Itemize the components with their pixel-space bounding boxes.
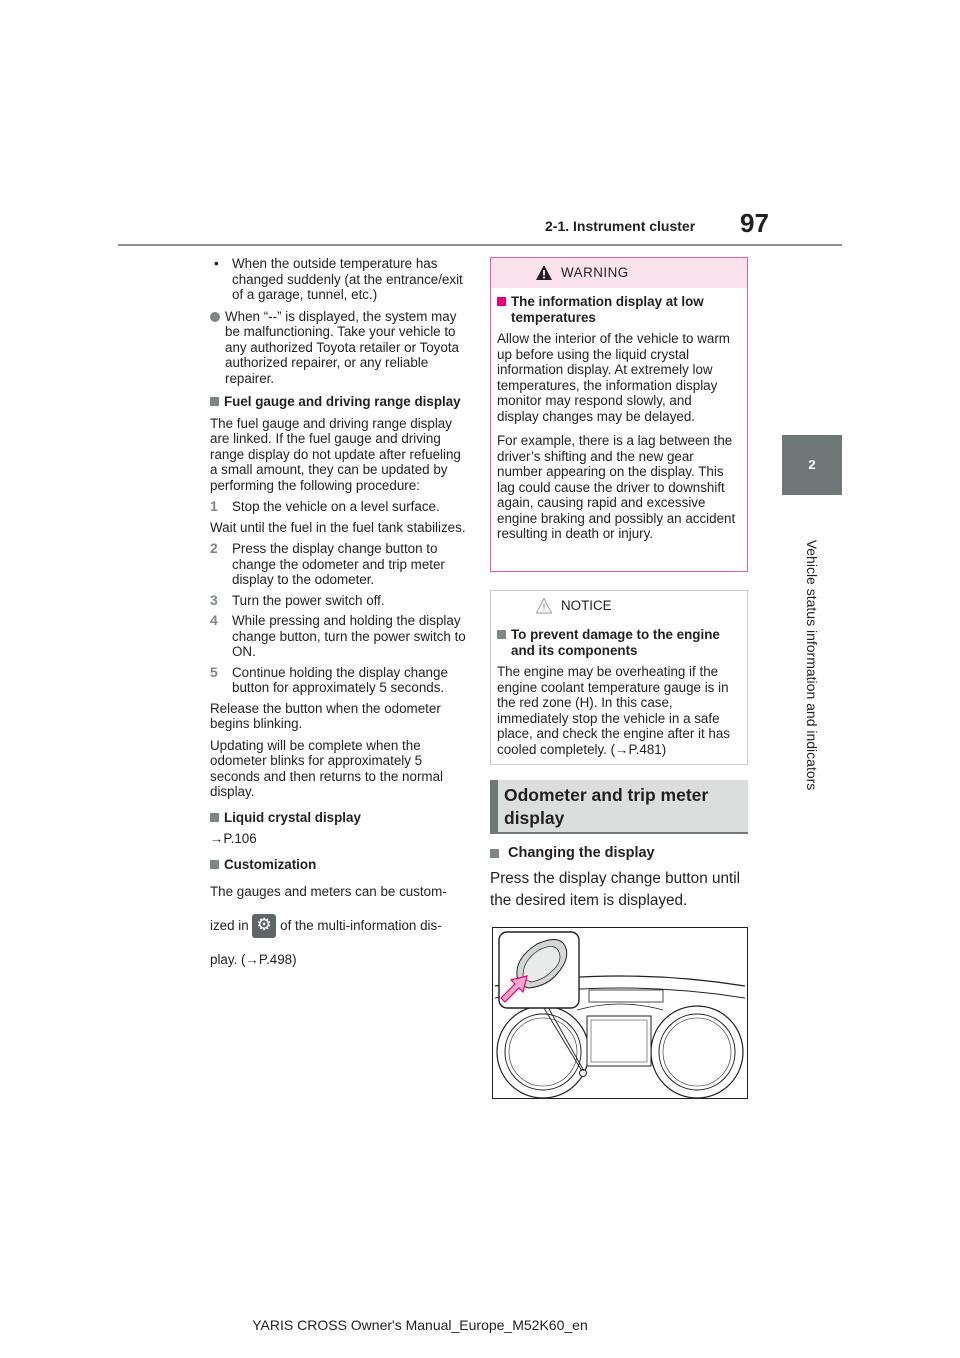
notice-heading: To prevent damage to the engine and its components: [497, 627, 737, 658]
page-number: 97: [740, 208, 769, 238]
chapter-title: Vehicle status information and indicators: [804, 539, 820, 791]
instrument-cluster-illustration: [492, 927, 748, 1099]
section-heading-bar: [490, 780, 498, 832]
step-item: 2 Press the display change button to change the odometer and trip meter display to the odometer.: [210, 540, 445, 587]
fuel-gauge-heading: Fuel gauge and driving range display: [210, 394, 468, 410]
updating-text: Updating will be complete when the odometer blinks for approximately 5 seconds and then returns to the normal display.: [210, 737, 443, 799]
circle-bullet-icon: [210, 312, 220, 322]
release-text: Release the button when the odometer begins blinking.: [210, 700, 441, 731]
circle-item: When “--” is displayed, the system may be malfunctioning. Take your vehicle to any authorized Toyota retailer or Toyota authorized repairer, or any reliable repairer.: [210, 309, 468, 387]
warning-body: [497, 294, 737, 551]
warning-heading: The information display at low temperatures: [497, 294, 737, 325]
wait-text: Wait until the fuel in the fuel tank stabilizes.: [210, 519, 466, 535]
notice-body: [497, 627, 737, 766]
warning-label: WARNING: [561, 265, 629, 280]
chapter-side-title: [746, 500, 878, 830]
customization-line-2: ized in ⚙ of the multi-information dis-: [210, 912, 468, 940]
settings-gear-icon: [252, 914, 276, 938]
lcd-heading: Liquid crystal display: [210, 810, 468, 826]
square-bullet-icon: [497, 630, 506, 639]
left-column: [210, 256, 468, 980]
customization-line-1: The gauges and meters can be custom-: [210, 884, 447, 899]
square-bullet-icon: [210, 813, 219, 822]
section-heading-banner: [490, 780, 748, 834]
warning-box: [490, 257, 748, 572]
step-item: 1 Stop the vehicle on a level surface.: [210, 498, 440, 514]
warning-paragraph: For example, there is a lag between the driver’s shifting and the new gear number appearing on the display. This lag could cause the driver to downshift again, causing rapid and excessive engine braking and possibly an accident resulting in death or injury.: [497, 433, 736, 541]
header-divider: [118, 244, 842, 246]
customization-line-3: play. (→P.498): [210, 952, 297, 967]
fuel-gauge-text: The fuel gauge and driving range display are linked. If the fuel gauge and driving range display do not update after refueling a small amount, they can be updated by performing the following procedure:: [210, 415, 461, 493]
warning-paragraph: Allow the interior of the vehicle to warm up before using the liquid crystal information display. At extremely low temperatures, the information display monitor may respond slowly, and display changes may be delayed.: [497, 331, 730, 424]
section-title: 2-1. Instrument cluster: [545, 218, 696, 234]
bullet-item: • When the outside temperature has changed suddenly (at the entrance/exit of a garage, tunnel, etc.): [214, 256, 463, 302]
section-heading: Odometer and trip meter display: [504, 785, 709, 828]
square-bullet-icon: [210, 860, 219, 869]
customization-heading: Customization: [210, 857, 468, 873]
square-bullet-icon: [497, 297, 506, 306]
step-item: 4 While pressing and holding the display change button, turn the power switch to ON.: [210, 612, 466, 659]
cluster-drawing: [493, 928, 747, 1098]
warning-header: [491, 258, 747, 288]
step-item: 3 Turn the power switch off.: [210, 591, 385, 608]
step-item: 5 Continue holding the display change button for approximately 5 seconds.: [210, 663, 448, 695]
changing-display-text: Press the display change button until the desired item is displayed.: [490, 870, 741, 909]
notice-paragraph: The engine may be overheating if the engine coolant temperature gauge is in the red zone (H). In this case, immediately stop the vehicle in a safe place, and check the engine after it has cooled completely. (→P.481): [497, 664, 731, 757]
bullet-dot-icon: •: [214, 256, 219, 271]
lcd-reference: →P.106: [210, 831, 257, 846]
square-bullet-icon: [210, 397, 219, 406]
chapter-tab: [782, 435, 842, 495]
footer: [0, 1317, 960, 1333]
warning-triangle-icon: [535, 264, 553, 282]
notice-header: [491, 591, 747, 621]
notice-box: [490, 590, 748, 765]
footer-text: YARIS CROSS Owner's Manual_Europe_M52K60_en: [252, 1317, 588, 1333]
square-bullet-icon: [490, 849, 499, 858]
caution-triangle-icon: [535, 597, 553, 615]
notice-label: NOTICE: [561, 598, 612, 613]
chapter-number: 2: [808, 457, 816, 472]
changing-display-heading: Changing the display: [490, 845, 655, 867]
